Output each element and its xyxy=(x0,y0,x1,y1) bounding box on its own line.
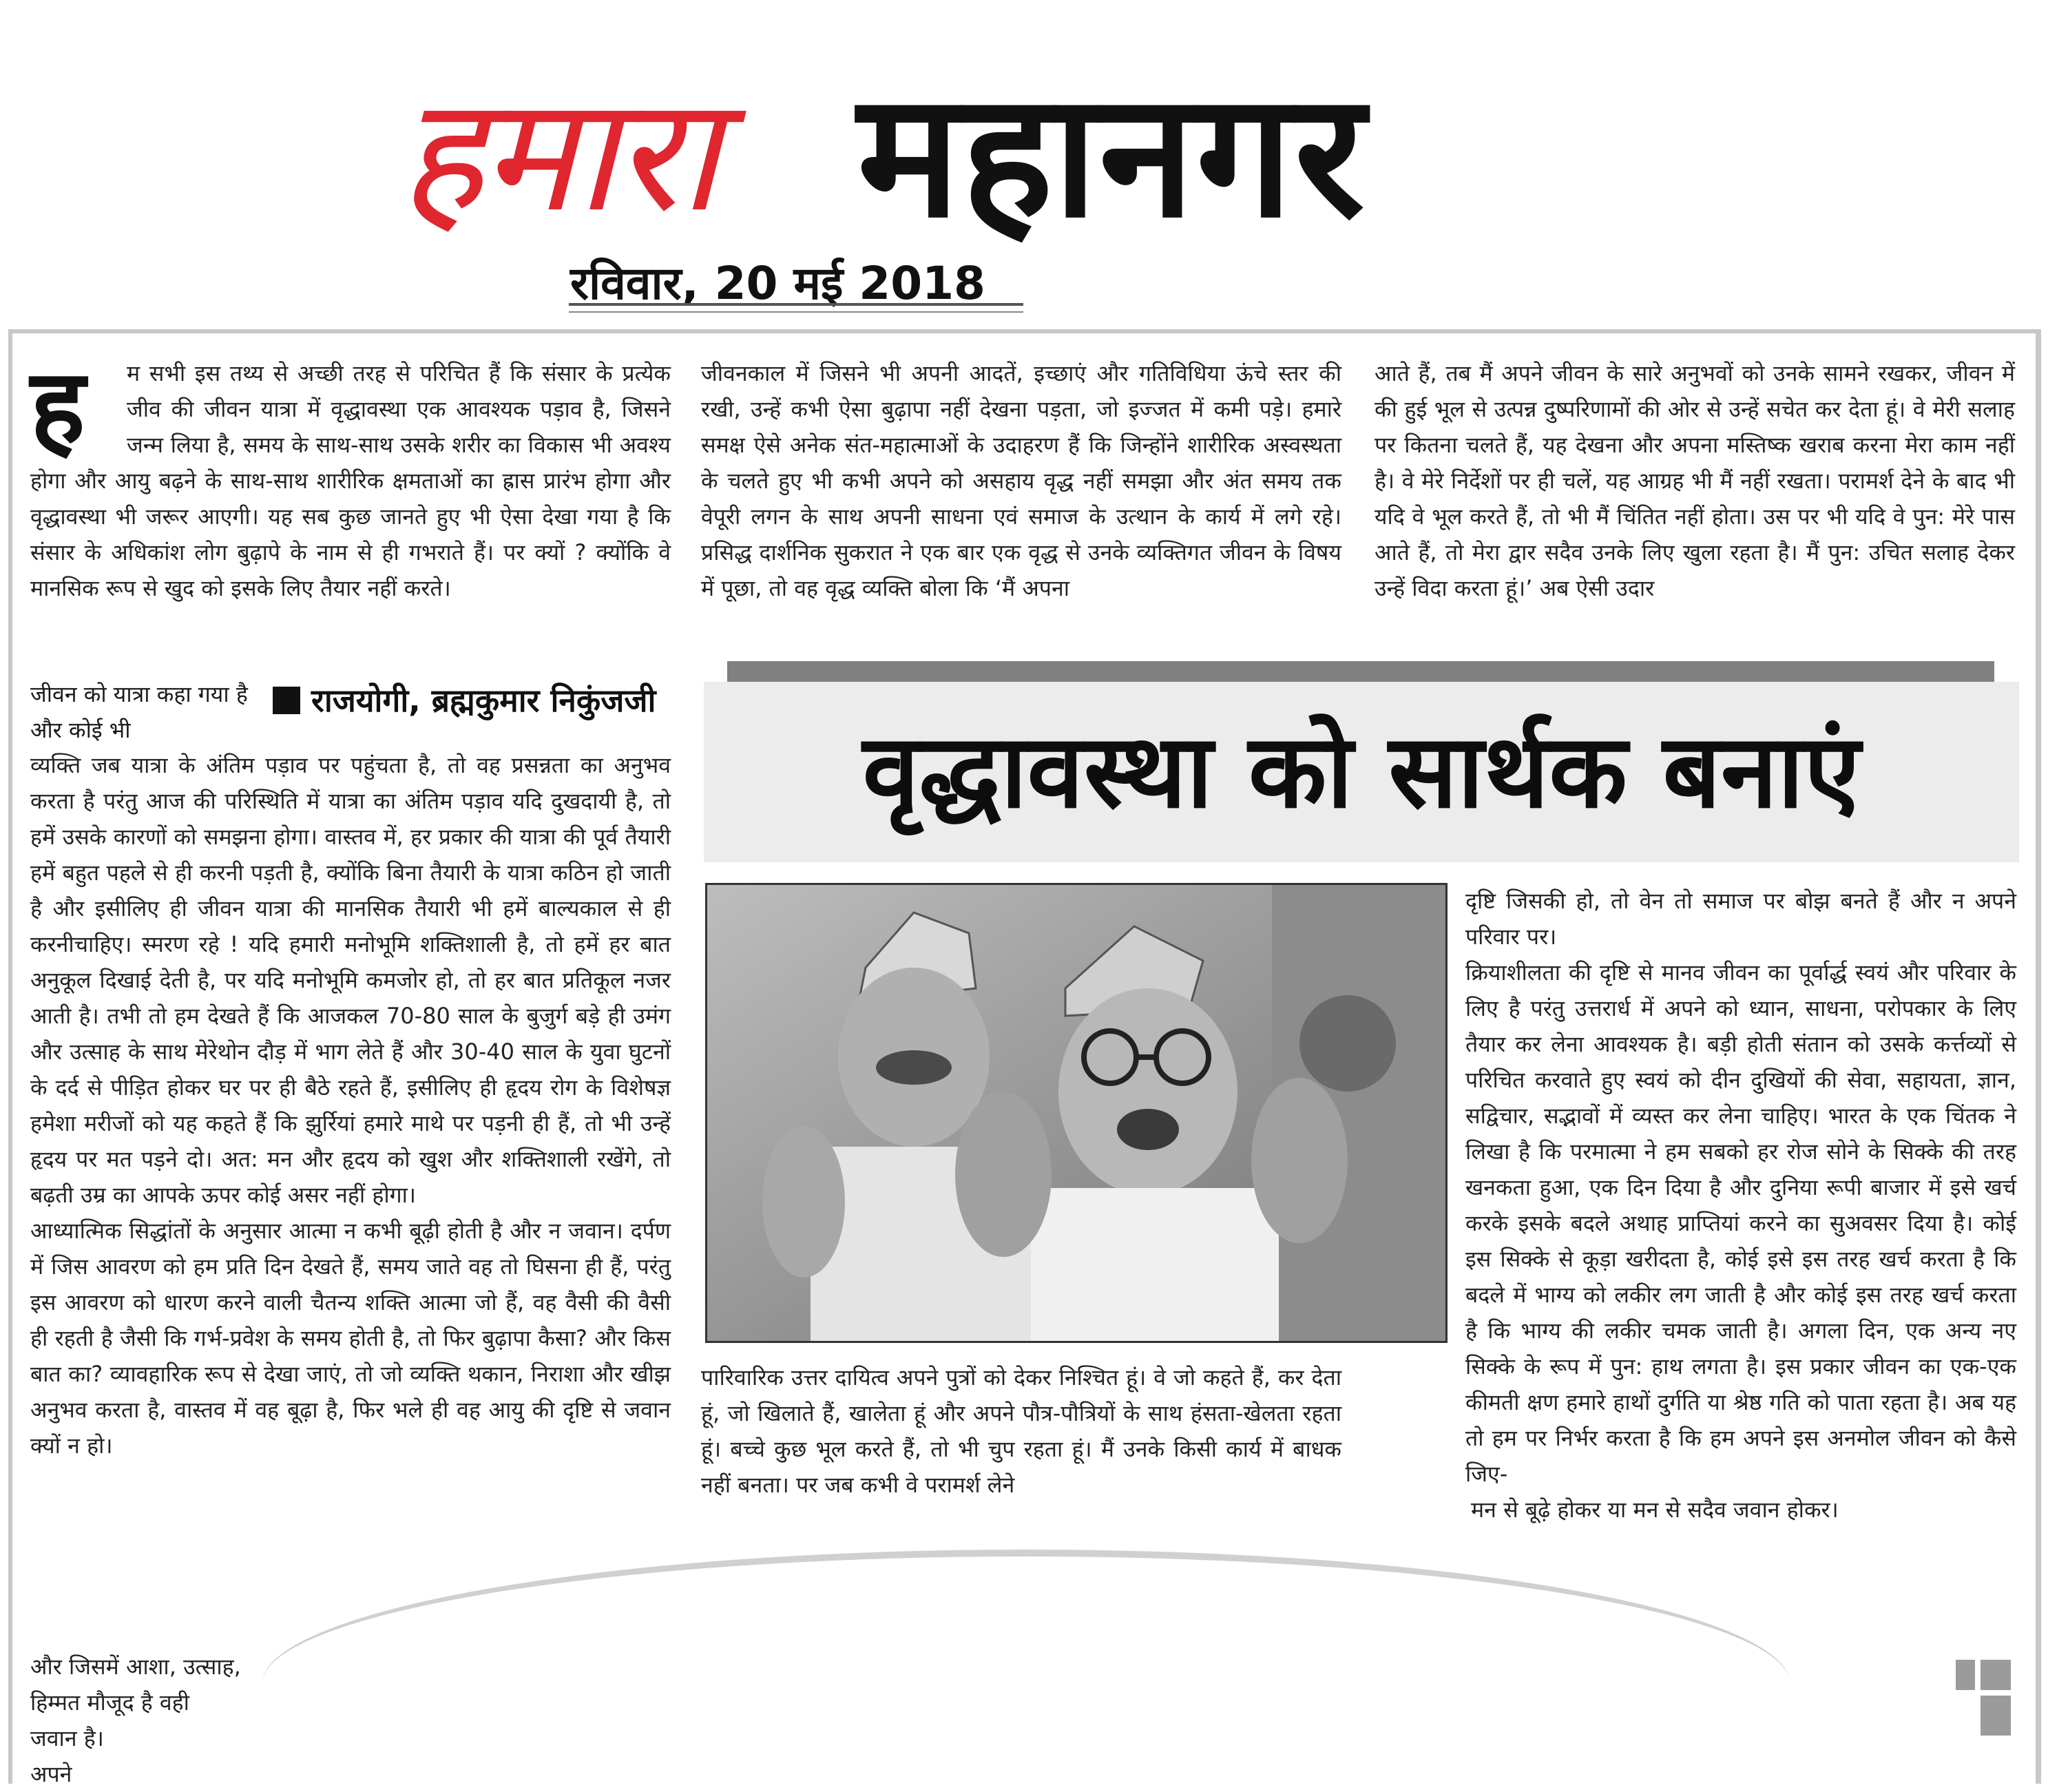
tail-line: और जिसमें आशा, उत्साह, xyxy=(30,1654,241,1680)
headline: वृद्धावस्था को सार्थक बनाएं xyxy=(862,712,1861,831)
byline xyxy=(273,680,656,720)
article-column-3-body xyxy=(1375,955,2016,1528)
paragraph: व्यक्ति जब यात्रा के अंतिम पड़ाव पर पहुंचता है, तो वह प्रसन्नता का अनुभव करता है परंतु आज की परिस्थिति में यात्रा का अंतिम पड़ाव यदि दुखदायी है, तो हमें उसके कारणों को समझना होगा। वास्तव में, हर प्रकार की यात्रा की पूर्व तैयारी हमें बहुत पहले से ही करनी पड़ती है, क्योंकि बिना तैयारी के यात्रा कठिन हो जाती है और इसीलिए ही जीवन यात्रा की मानसिक तैयारी भी हमें बाल्यकाल से ही करनीचाहिए। स्मरण रहे ! यदि हमारी मनोभूमि शक्तिशाली है, तो हमें हर बात अनुकूल दिखाई देती है, पर यदि मनोभूमि कमजोर हो, तो हर बात प्रतिकूल नजर आती है। तभी तो हम देखते हैं कि आजकल 70-80 साल के बुजुर्ग बड़े ही उमंग और उत्साह के साथ मेरेथोन दौड़ में भाग लेते हैं और 30-40 साल के युवा घुटनों के दर्द से पीड़ित होकर घर पर ही बैठे रहते हैं, इसीलिए ही हृदय रोग के विशेषज्ञ हमेशा मरीजों को यह कहते हैं कि झुर्रियां हमारे माथे पर पड़नी ही हैं, तो भी उन्हें हृदय पर मत पड़ने दो। अत: मन और हृदय को खुश और शक्तिशाली रखेंगे, तो बढ़ती उम्र का आपके ऊपर कोई असर नहीं होगा। xyxy=(30,752,671,1208)
corner-logo-icon xyxy=(1956,1660,2011,1736)
paragraph: पारिवारिक उत्तर दायित्व अपने पुत्रों को देकर निश्चित हूं। वे जो कहते हैं, कर देता हूं, जो खिलाते हैं, खालेता हूं और अपने पौत्र-पौत्रियों के साथ हंसता-खेलता रहता हूं। बच्चे कुछ भूल करते हैं, तो भी चुप रहता हूं। मैं उनके किसी कार्य में बाधक नहीं बनता। पर जब कभी वे परामर्श लेने xyxy=(701,1364,1341,1498)
publication-date: रविवार, 20 मई 2018 xyxy=(570,257,985,310)
headline-rule xyxy=(727,661,1994,682)
drop-cap: ह xyxy=(30,346,85,467)
paragraph-closing: मन से बूढ़े होकर या मन से सदैव जवान होकर। xyxy=(1471,1497,1839,1523)
article-column-3-top xyxy=(1375,355,2015,606)
article-column-2-top xyxy=(701,355,1341,606)
date-underline xyxy=(569,303,1023,313)
intro-paragraph: म सभी इस तथ्य से अच्छी तरह से परिचित हैं कि संसार के प्रत्येक जीव की जीवन यात्रा में वृद्धावस्था एक आवश्यक पड़ाव है, जिसने जन्म लिया है, समय के साथ-साथ उसके शरीर का विकास भी अवश्य होगा और आयु बढ़ने के साथ-साथ शारीरिक क्षमताओं का ह्रास प्रारंभ होगा और वृद्धावस्था भी जरूर आएगी। यह सब कुछ जानते हुए भी ऐसा देखा गया है कि संसार के अधिकांश लोग बुढ़ापे के नाम से ही गभराते हैं। पर क्यों ? क्योंकि वे मानसिक रूप से खुद को इसके लिए तैयार नहीं करते। xyxy=(30,360,671,601)
tail-line: अपने xyxy=(30,1761,72,1787)
masthead-title-red: हमारा xyxy=(399,63,717,247)
tail-line: हिम्मत मौजूद है वही xyxy=(30,1689,189,1716)
paragraph: आते हैं, तब मैं अपने जीवन के सारे अनुभवों को उनके सामने रखकर, जीवन में की हुई भूल से उत्पन्न दुष्परिणामों की ओर से उन्हें सचेत कर देता हूं। वे मेरी सलाह पर कितना चलते हैं, यह देखना और अपना मस्तिष्क खराब करना मेरा काम नहीं है। वे मेरे निर्देशों पर ही चलें, यह आग्रह भी मैं नहीं रखता। परामर्श देने के बाद भी यदि वे भूल करते हैं, तो भी मैं चिंतित नहीं होता। उस पर भी यदि वे पुन: मेरे पास आते हैं, तो मेरा द्वार सदैव उनके लिए खुला रहता है। मैं पुन: उचित सलाह देकर उन्हें विदा करता हूं।’ अब ऐसी उदार xyxy=(1375,360,2015,601)
tail-line: जवान है। xyxy=(30,1725,104,1751)
article-column-1-intro xyxy=(30,346,671,606)
author-name: राजयोगी, ब्रह्मकुमार निकुंजजी xyxy=(311,682,656,719)
paragraph: आध्यात्मिक सिद्धांतों के अनुसार आत्मा न कभी बूढ़ी होती है और न जवान। दर्पण में जिस आवरण को हम प्रति दिन देखते हैं, समय जाते वह तो घिसना ही हैं, परंतु इस आवरण को धारण करने वाली चैतन्य शक्ति आत्मा जो हैं, वह वैसी की वैसी ही रहती है जैसी कि गर्भ-प्रवेश के समय होती है, तो फिर बुढ़ापा कैसा? और किस बात का? व्यावहारिक रूप से देखा जाएं, तो जो व्यक्ति थकान, निराशा और खीझ अनुभव करता है, वास्तव में वह बूढ़ा है, फिर भले ही वह आयु की दृष्टि से जवान क्यों न हो। xyxy=(30,1218,671,1459)
article-column-1-body xyxy=(30,747,671,1463)
byline-square-icon xyxy=(273,687,300,714)
paragraph: दृष्टि जिसकी हो, तो वेन तो समाज पर बोझ बनते हैं और न अपने परिवार पर। xyxy=(1465,888,2016,950)
masthead-title-black: महानगर xyxy=(857,55,1366,256)
byline-block xyxy=(30,676,671,748)
elderly-men-photo xyxy=(707,885,1445,1341)
byline-lead-text: जीवन को यात्रा कहा गया है और कोई भी xyxy=(30,681,248,743)
paragraph: जीवनकाल में जिसने भी अपनी आदतें, इच्छाएं और गतिविधिया ऊंचे स्तर की रखी, उन्हें कभी ऐसा बुढ़ापा नहीं देखना पड़ता, जो इज्जत में कमी पड़े। हमारे समक्ष ऐसे अनेक संत-महात्माओं के उदाहरण हैं कि जिन्होंने शारीरिक अस्वस्थता के चलते हुए भी कभी अपने को असहाय वृद्ध नहीं समझा और अंत समय तक वेपूरी लगन के साथ अपनी साधना एवं समाज के उत्थान के कार्य में लगे रहे। प्रसिद्ध दार्शनिक सुकरात ने एक बार एक वृद्ध से उनके व्यक्तिगत जीवन के विषय में पूछा, तो वह वृद्ध व्यक्ति बोला कि ‘मैं अपना xyxy=(701,360,1341,601)
masthead xyxy=(0,0,2048,324)
article-column-2-bottom xyxy=(701,1359,1341,1503)
paragraph: क्रियाशीलता की दृष्टि से मानव जीवन का पूर्वार्द्ध स्वयं और परिवार के लिए है परंतु उत्तरार्ध में अपने को ध्यान, साधना, परोपकार के लिए तैयार कर लेना आवश्यक है। बड़ी होती संतान को उसके कर्त्तव्यों से परिचित करवाते हुए स्वयं को दीन दुखियों की सेवा, सहायता, ज्ञान, सद्विचार, सद्भावों में व्यस्त कर लेना चाहिए। भारत के एक चिंतक ने लिखा है कि परमात्मा ने हम सबको हर रोज सोने के सिक्के की तरह खनकता हुआ, एक दिन दिया है और दुनिया रूपी बाजार में इसे खर्च करके इसके बदले अथाह प्राप्तियां करने का सुअवसर दिया है। कोई इस सिक्के से कूड़ा खरीदता है, कोई इसे इस तरह खर्च करता है कि बदले में भाग्य को लकीर लग जाती है और कोई इस तरह खर्च करता है कि भाग्य की लकीर चमक जाती है। अगला दिन, एक अन्य नए सिक्के के रूप में पुन: हाथ लगता है। इस प्रकार जीवन का एक-एक कीमती क्षण हमारे हाथों दुर्गति या श्रेष्ठ गति को पाता रहता है। अब यह तो हम पर निर्भर करता है कि हम अपने इस अनमोल जीवन को कैसे जिए- xyxy=(1465,959,2016,1487)
article-column-3-lower xyxy=(1465,883,2016,955)
article-photo xyxy=(705,883,1448,1343)
